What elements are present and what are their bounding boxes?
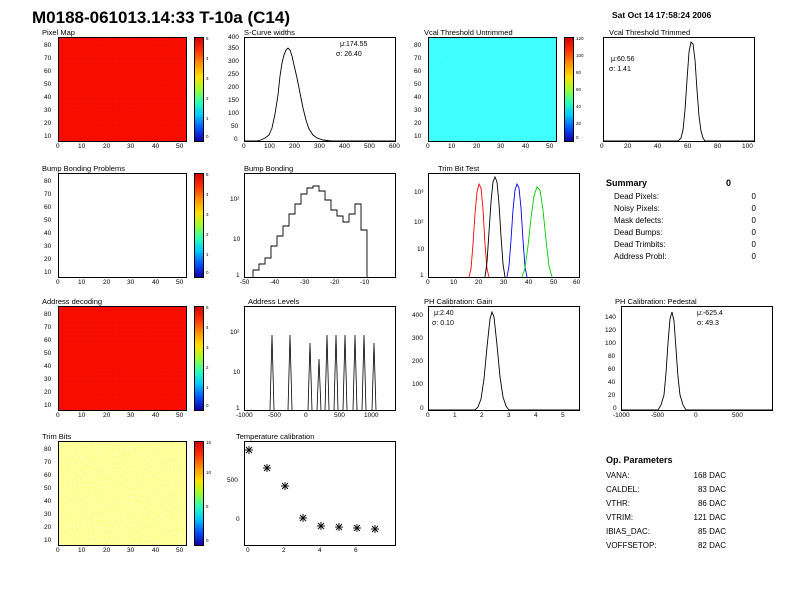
xtick: 50 bbox=[176, 143, 184, 150]
timestamp: Sat Oct 14 17:58:24 2006 bbox=[612, 10, 712, 20]
heatmap-canvas bbox=[59, 307, 186, 410]
ytick: 40 bbox=[44, 363, 52, 370]
address-levels-peaks bbox=[245, 307, 395, 410]
panel-bump-bonding-problems bbox=[36, 164, 212, 284]
cbar-tick: 1 bbox=[206, 252, 209, 257]
ytick: 10² bbox=[230, 329, 240, 336]
xtick: 2 bbox=[480, 412, 484, 419]
ytick: 10 bbox=[233, 236, 241, 243]
ytick: 70 bbox=[44, 191, 52, 198]
ytick: 0 bbox=[613, 405, 617, 412]
xtick: 6 bbox=[354, 547, 358, 554]
op-value: 168 DAC bbox=[693, 471, 726, 480]
summary-value: 0 bbox=[751, 192, 756, 201]
ytick: 120 bbox=[605, 327, 616, 334]
panel-vcal-trimmed bbox=[597, 28, 777, 148]
xtick: 100 bbox=[264, 143, 275, 150]
ytick: 50 bbox=[414, 81, 422, 88]
panel-trim-bit-test bbox=[406, 164, 588, 284]
xtick: 0 bbox=[426, 412, 430, 419]
summary-label: Dead Bumps: bbox=[614, 228, 663, 237]
temperature-points bbox=[245, 442, 395, 545]
ytick: 1 bbox=[236, 272, 240, 279]
cbar-tick: 5 bbox=[206, 36, 209, 41]
xtick: 30 bbox=[127, 547, 135, 554]
panel-address-levels bbox=[222, 297, 404, 417]
ytick: 200 bbox=[228, 84, 239, 91]
xtick: 0 bbox=[426, 279, 430, 286]
xtick: 50 bbox=[550, 279, 558, 286]
color-bar bbox=[194, 306, 204, 411]
xtick: 600 bbox=[389, 143, 400, 150]
cbar-tick: 0 bbox=[206, 538, 209, 543]
summary-value: 0 bbox=[751, 252, 756, 261]
panel-title: Pixel Map bbox=[42, 28, 75, 37]
ytick: 250 bbox=[228, 71, 239, 78]
stat-sigma: σ: 1.41 bbox=[609, 66, 631, 73]
xtick: 0 bbox=[426, 143, 430, 150]
ytick: 20 bbox=[44, 120, 52, 127]
xtick: 0 bbox=[304, 412, 308, 419]
ytick: 60 bbox=[44, 204, 52, 211]
ytick: 80 bbox=[44, 446, 52, 453]
cbar-tick: 5 bbox=[206, 504, 209, 509]
vcal-trimmed-curve bbox=[604, 38, 754, 141]
bump-bonding-hist bbox=[245, 174, 395, 277]
stat-sigma: σ: 0.10 bbox=[432, 320, 454, 327]
heatmap-svg bbox=[59, 38, 186, 141]
panel-title: Address decoding bbox=[42, 297, 103, 306]
xtick: 500 bbox=[364, 143, 375, 150]
xtick: 0 bbox=[56, 547, 60, 554]
xtick: 0 bbox=[56, 412, 60, 419]
cbar-tick: 1 bbox=[206, 116, 209, 121]
xtick: 4 bbox=[534, 412, 538, 419]
ytick: 80 bbox=[414, 42, 422, 49]
cbar-tick: 0 bbox=[206, 403, 209, 408]
op-value: 83 DAC bbox=[697, 485, 726, 494]
xtick: 40 bbox=[525, 279, 533, 286]
xtick: -1000 bbox=[236, 412, 253, 419]
cbar-tick: 100 bbox=[576, 53, 584, 58]
panel-ph-pedestal bbox=[597, 297, 783, 417]
summary-label: Dead Trimbits: bbox=[614, 240, 666, 249]
panel-title: PH Calibration: Gain bbox=[424, 297, 493, 306]
panel-title: PH Calibration: Pedestal bbox=[615, 297, 697, 306]
ytick: 70 bbox=[414, 55, 422, 62]
cbar-tick: 15 bbox=[206, 440, 212, 445]
xtick: -20 bbox=[330, 279, 340, 286]
ytick: 60 bbox=[44, 337, 52, 344]
ytick: 40 bbox=[414, 94, 422, 101]
cbar-tick: 40 bbox=[576, 104, 582, 109]
ytick: 100 bbox=[412, 381, 423, 388]
ytick: 20 bbox=[44, 524, 52, 531]
xtick: 20 bbox=[103, 279, 111, 286]
panel-title: Bump Bonding bbox=[244, 164, 294, 173]
panel-title: S-Curve widths bbox=[244, 28, 295, 37]
summary-label: Mask defects: bbox=[614, 216, 664, 225]
ytick: 20 bbox=[414, 120, 422, 127]
cbar-tick: 0 bbox=[576, 135, 579, 140]
panel-temperature-calibration bbox=[222, 432, 404, 552]
xtick: 60 bbox=[573, 279, 581, 286]
ytick: 10 bbox=[417, 246, 425, 253]
xtick: 0 bbox=[242, 143, 246, 150]
op-value: 85 DAC bbox=[697, 527, 726, 536]
cbar-tick: 5 bbox=[206, 172, 209, 177]
xtick: 10 bbox=[78, 412, 86, 419]
panel-title: Vcal Threshold Trimmed bbox=[609, 28, 691, 37]
ytick: 30 bbox=[414, 107, 422, 114]
stat-sigma: σ: 49.3 bbox=[697, 320, 719, 327]
ytick: 30 bbox=[44, 243, 52, 250]
xtick: 3 bbox=[507, 412, 511, 419]
cbar-tick: 20 bbox=[576, 121, 582, 126]
xtick: 10 bbox=[448, 143, 456, 150]
ytick: 50 bbox=[44, 217, 52, 224]
panel-title: Vcal Threshold Untrimmed bbox=[424, 28, 513, 37]
ytick: 0 bbox=[236, 516, 240, 523]
xtick: 40 bbox=[152, 547, 160, 554]
ytick: 30 bbox=[44, 376, 52, 383]
heatmap-canvas bbox=[59, 38, 186, 141]
xtick: 40 bbox=[522, 143, 530, 150]
op-label: IBIAS_DAC: bbox=[606, 527, 651, 536]
xtick: 0 bbox=[56, 279, 60, 286]
xtick: 40 bbox=[152, 279, 160, 286]
xtick: 5 bbox=[561, 412, 565, 419]
xtick: 10 bbox=[450, 279, 458, 286]
op-value: 86 DAC bbox=[697, 499, 726, 508]
panel-pixel-map bbox=[36, 28, 212, 148]
panel-address-decoding bbox=[36, 297, 212, 417]
ytick: 60 bbox=[608, 366, 616, 373]
ytick: 100 bbox=[605, 340, 616, 347]
xtick: 60 bbox=[684, 143, 692, 150]
xtick: 1 bbox=[453, 412, 457, 419]
xtick: 200 bbox=[289, 143, 300, 150]
op-label: VOFFSETOP: bbox=[606, 541, 657, 550]
ytick: 80 bbox=[44, 178, 52, 185]
xtick: 50 bbox=[176, 412, 184, 419]
xtick: -1000 bbox=[613, 412, 630, 419]
color-bar bbox=[564, 37, 574, 142]
xtick: -50 bbox=[240, 279, 250, 286]
summary-total: 0 bbox=[726, 178, 732, 188]
color-bar bbox=[194, 37, 204, 142]
color-bar bbox=[194, 173, 204, 278]
xtick: -500 bbox=[651, 412, 665, 419]
ytick: 50 bbox=[44, 81, 52, 88]
xtick: 10 bbox=[78, 547, 86, 554]
panel-summary bbox=[598, 178, 788, 278]
xtick: 0 bbox=[694, 412, 698, 419]
ytick: 10 bbox=[233, 369, 241, 376]
ytick: 40 bbox=[44, 230, 52, 237]
heatmap-canvas bbox=[59, 442, 186, 545]
op-label: VTHR: bbox=[606, 499, 630, 508]
panel-title: Trim Bits bbox=[42, 432, 72, 441]
cbar-tick: 2 bbox=[206, 365, 209, 370]
heatmap-svg bbox=[429, 38, 556, 141]
xtick: 50 bbox=[176, 547, 184, 554]
ytick: 10 bbox=[44, 402, 52, 409]
ytick: 350 bbox=[228, 45, 239, 52]
ytick: 80 bbox=[44, 42, 52, 49]
xtick: -10 bbox=[360, 279, 370, 286]
ytick: 300 bbox=[412, 335, 423, 342]
xtick: 2 bbox=[282, 547, 286, 554]
heatmap-svg bbox=[59, 442, 186, 545]
xtick: -40 bbox=[270, 279, 280, 286]
summary-value: 0 bbox=[751, 228, 756, 237]
panel-title: Address Levels bbox=[248, 297, 300, 306]
summary-label: Noisy Pixels: bbox=[614, 204, 660, 213]
scurve-curve bbox=[245, 38, 395, 141]
cbar-tick: 2 bbox=[206, 232, 209, 237]
summary-label: Address Probl: bbox=[614, 252, 667, 261]
heatmap-canvas bbox=[429, 38, 556, 141]
ytick: 10³ bbox=[414, 189, 424, 196]
xtick: 1000 bbox=[364, 412, 379, 419]
summary-value: 0 bbox=[751, 216, 756, 225]
summary-label: Dead Pixels: bbox=[614, 192, 659, 201]
xtick: 80 bbox=[714, 143, 722, 150]
op-label: VTRIM: bbox=[606, 513, 634, 522]
op-label: CALDEL: bbox=[606, 485, 640, 494]
xtick: 40 bbox=[654, 143, 662, 150]
ytick: 1 bbox=[420, 272, 424, 279]
xtick: 30 bbox=[500, 279, 508, 286]
stat-mean: μ:-625.4 bbox=[697, 310, 723, 317]
op-value: 82 DAC bbox=[697, 541, 726, 550]
color-bar bbox=[194, 441, 204, 546]
ytick: 10 bbox=[44, 269, 52, 276]
ytick: 150 bbox=[228, 97, 239, 104]
ytick: 50 bbox=[44, 485, 52, 492]
cbar-tick: 120 bbox=[576, 36, 584, 41]
xtick: 30 bbox=[127, 143, 135, 150]
xtick: 40 bbox=[152, 412, 160, 419]
xtick: 300 bbox=[314, 143, 325, 150]
xtick: 30 bbox=[127, 279, 135, 286]
ytick: 50 bbox=[44, 350, 52, 357]
heatmap-svg bbox=[59, 307, 186, 410]
xtick: 500 bbox=[732, 412, 743, 419]
ytick: 40 bbox=[44, 498, 52, 505]
panel-title: Trim Bit Test bbox=[438, 164, 480, 173]
xtick: 30 bbox=[497, 143, 505, 150]
ytick: 50 bbox=[231, 123, 239, 130]
xtick: 20 bbox=[475, 279, 483, 286]
xtick: 4 bbox=[318, 547, 322, 554]
cbar-tick: 4 bbox=[206, 56, 209, 61]
xtick: 20 bbox=[624, 143, 632, 150]
xtick: 50 bbox=[546, 143, 554, 150]
xtick: -500 bbox=[268, 412, 282, 419]
ytick: 70 bbox=[44, 459, 52, 466]
cbar-tick: 3 bbox=[206, 212, 209, 217]
cbar-tick: 3 bbox=[206, 345, 209, 350]
cbar-tick: 80 bbox=[576, 70, 582, 75]
ytick: 500 bbox=[227, 477, 238, 484]
cbar-tick: 0 bbox=[206, 270, 209, 275]
stat-mean: μ:2.40 bbox=[434, 310, 454, 317]
panel-title: Temperature calibration bbox=[236, 432, 315, 441]
ytick: 400 bbox=[228, 34, 239, 41]
panel-scurve-widths bbox=[222, 28, 404, 148]
xtick: 20 bbox=[473, 143, 481, 150]
xtick: 20 bbox=[103, 143, 111, 150]
ytick: 10 bbox=[44, 133, 52, 140]
ytick: 70 bbox=[44, 55, 52, 62]
ytick: 140 bbox=[605, 314, 616, 321]
stat-sigma: σ: 26.40 bbox=[336, 51, 362, 58]
ytick: 20 bbox=[44, 389, 52, 396]
panel-op-parameters bbox=[598, 455, 788, 565]
summary-value: 0 bbox=[751, 240, 756, 249]
cbar-tick: 0 bbox=[206, 134, 209, 139]
xtick: 30 bbox=[127, 412, 135, 419]
ytick: 300 bbox=[228, 58, 239, 65]
ytick: 40 bbox=[44, 94, 52, 101]
cbar-tick: 10 bbox=[206, 470, 212, 475]
cbar-tick: 5 bbox=[206, 305, 209, 310]
ytick: 0 bbox=[420, 405, 424, 412]
xtick: 100 bbox=[742, 143, 753, 150]
xtick: 10 bbox=[78, 143, 86, 150]
ytick: 30 bbox=[44, 511, 52, 518]
ytick: 40 bbox=[608, 379, 616, 386]
xtick: 10 bbox=[78, 279, 86, 286]
plot-frame bbox=[58, 173, 187, 278]
cbar-tick: 4 bbox=[206, 325, 209, 330]
xtick: 50 bbox=[176, 279, 184, 286]
xtick: 400 bbox=[339, 143, 350, 150]
panel-trim-bits bbox=[36, 432, 212, 552]
ytick: 10² bbox=[414, 219, 424, 226]
cbar-tick: 4 bbox=[206, 192, 209, 197]
ytick: 10² bbox=[230, 196, 240, 203]
xtick: 500 bbox=[334, 412, 345, 419]
ytick: 10 bbox=[44, 537, 52, 544]
ytick: 100 bbox=[228, 110, 239, 117]
xtick: 40 bbox=[152, 143, 160, 150]
page-title: M0188-061013.14:33 T-10a (C14) bbox=[32, 8, 290, 27]
cbar-tick: 60 bbox=[576, 87, 582, 92]
xtick: -30 bbox=[300, 279, 310, 286]
ytick: 200 bbox=[412, 358, 423, 365]
cbar-tick: 3 bbox=[206, 76, 209, 81]
ytick: 20 bbox=[608, 392, 616, 399]
summary-value: 0 bbox=[751, 204, 756, 213]
ytick: 1 bbox=[236, 405, 240, 412]
stat-mean: μ:174.55 bbox=[340, 41, 368, 48]
xtick: 0 bbox=[246, 547, 250, 554]
trim-bit-curves bbox=[429, 174, 579, 277]
panel-vcal-untrimmed bbox=[406, 28, 592, 148]
ytick: 60 bbox=[414, 68, 422, 75]
ytick: 60 bbox=[44, 472, 52, 479]
cbar-tick: 2 bbox=[206, 96, 209, 101]
ytick: 20 bbox=[44, 256, 52, 263]
xtick: 0 bbox=[56, 143, 60, 150]
xtick: 20 bbox=[103, 547, 111, 554]
ytick: 60 bbox=[44, 68, 52, 75]
xtick: 20 bbox=[103, 412, 111, 419]
summary-title: Summary bbox=[606, 178, 648, 188]
ytick: 80 bbox=[44, 311, 52, 318]
xtick: 0 bbox=[600, 143, 604, 150]
op-parameters-title: Op. Parameters bbox=[606, 455, 673, 465]
ytick: 400 bbox=[412, 312, 423, 319]
panel-ph-gain bbox=[406, 297, 588, 417]
ytick: 10 bbox=[414, 133, 422, 140]
ytick: 70 bbox=[44, 324, 52, 331]
panel-bump-bonding bbox=[222, 164, 404, 284]
cbar-tick: 1 bbox=[206, 385, 209, 390]
panel-title: Bump Bonding Problems bbox=[42, 164, 125, 173]
op-label: VANA: bbox=[606, 471, 630, 480]
ytick: 30 bbox=[44, 107, 52, 114]
ytick: 0 bbox=[234, 136, 238, 143]
stat-mean: μ:60.56 bbox=[611, 56, 635, 63]
ytick: 80 bbox=[608, 353, 616, 360]
op-value: 121 DAC bbox=[693, 513, 726, 522]
